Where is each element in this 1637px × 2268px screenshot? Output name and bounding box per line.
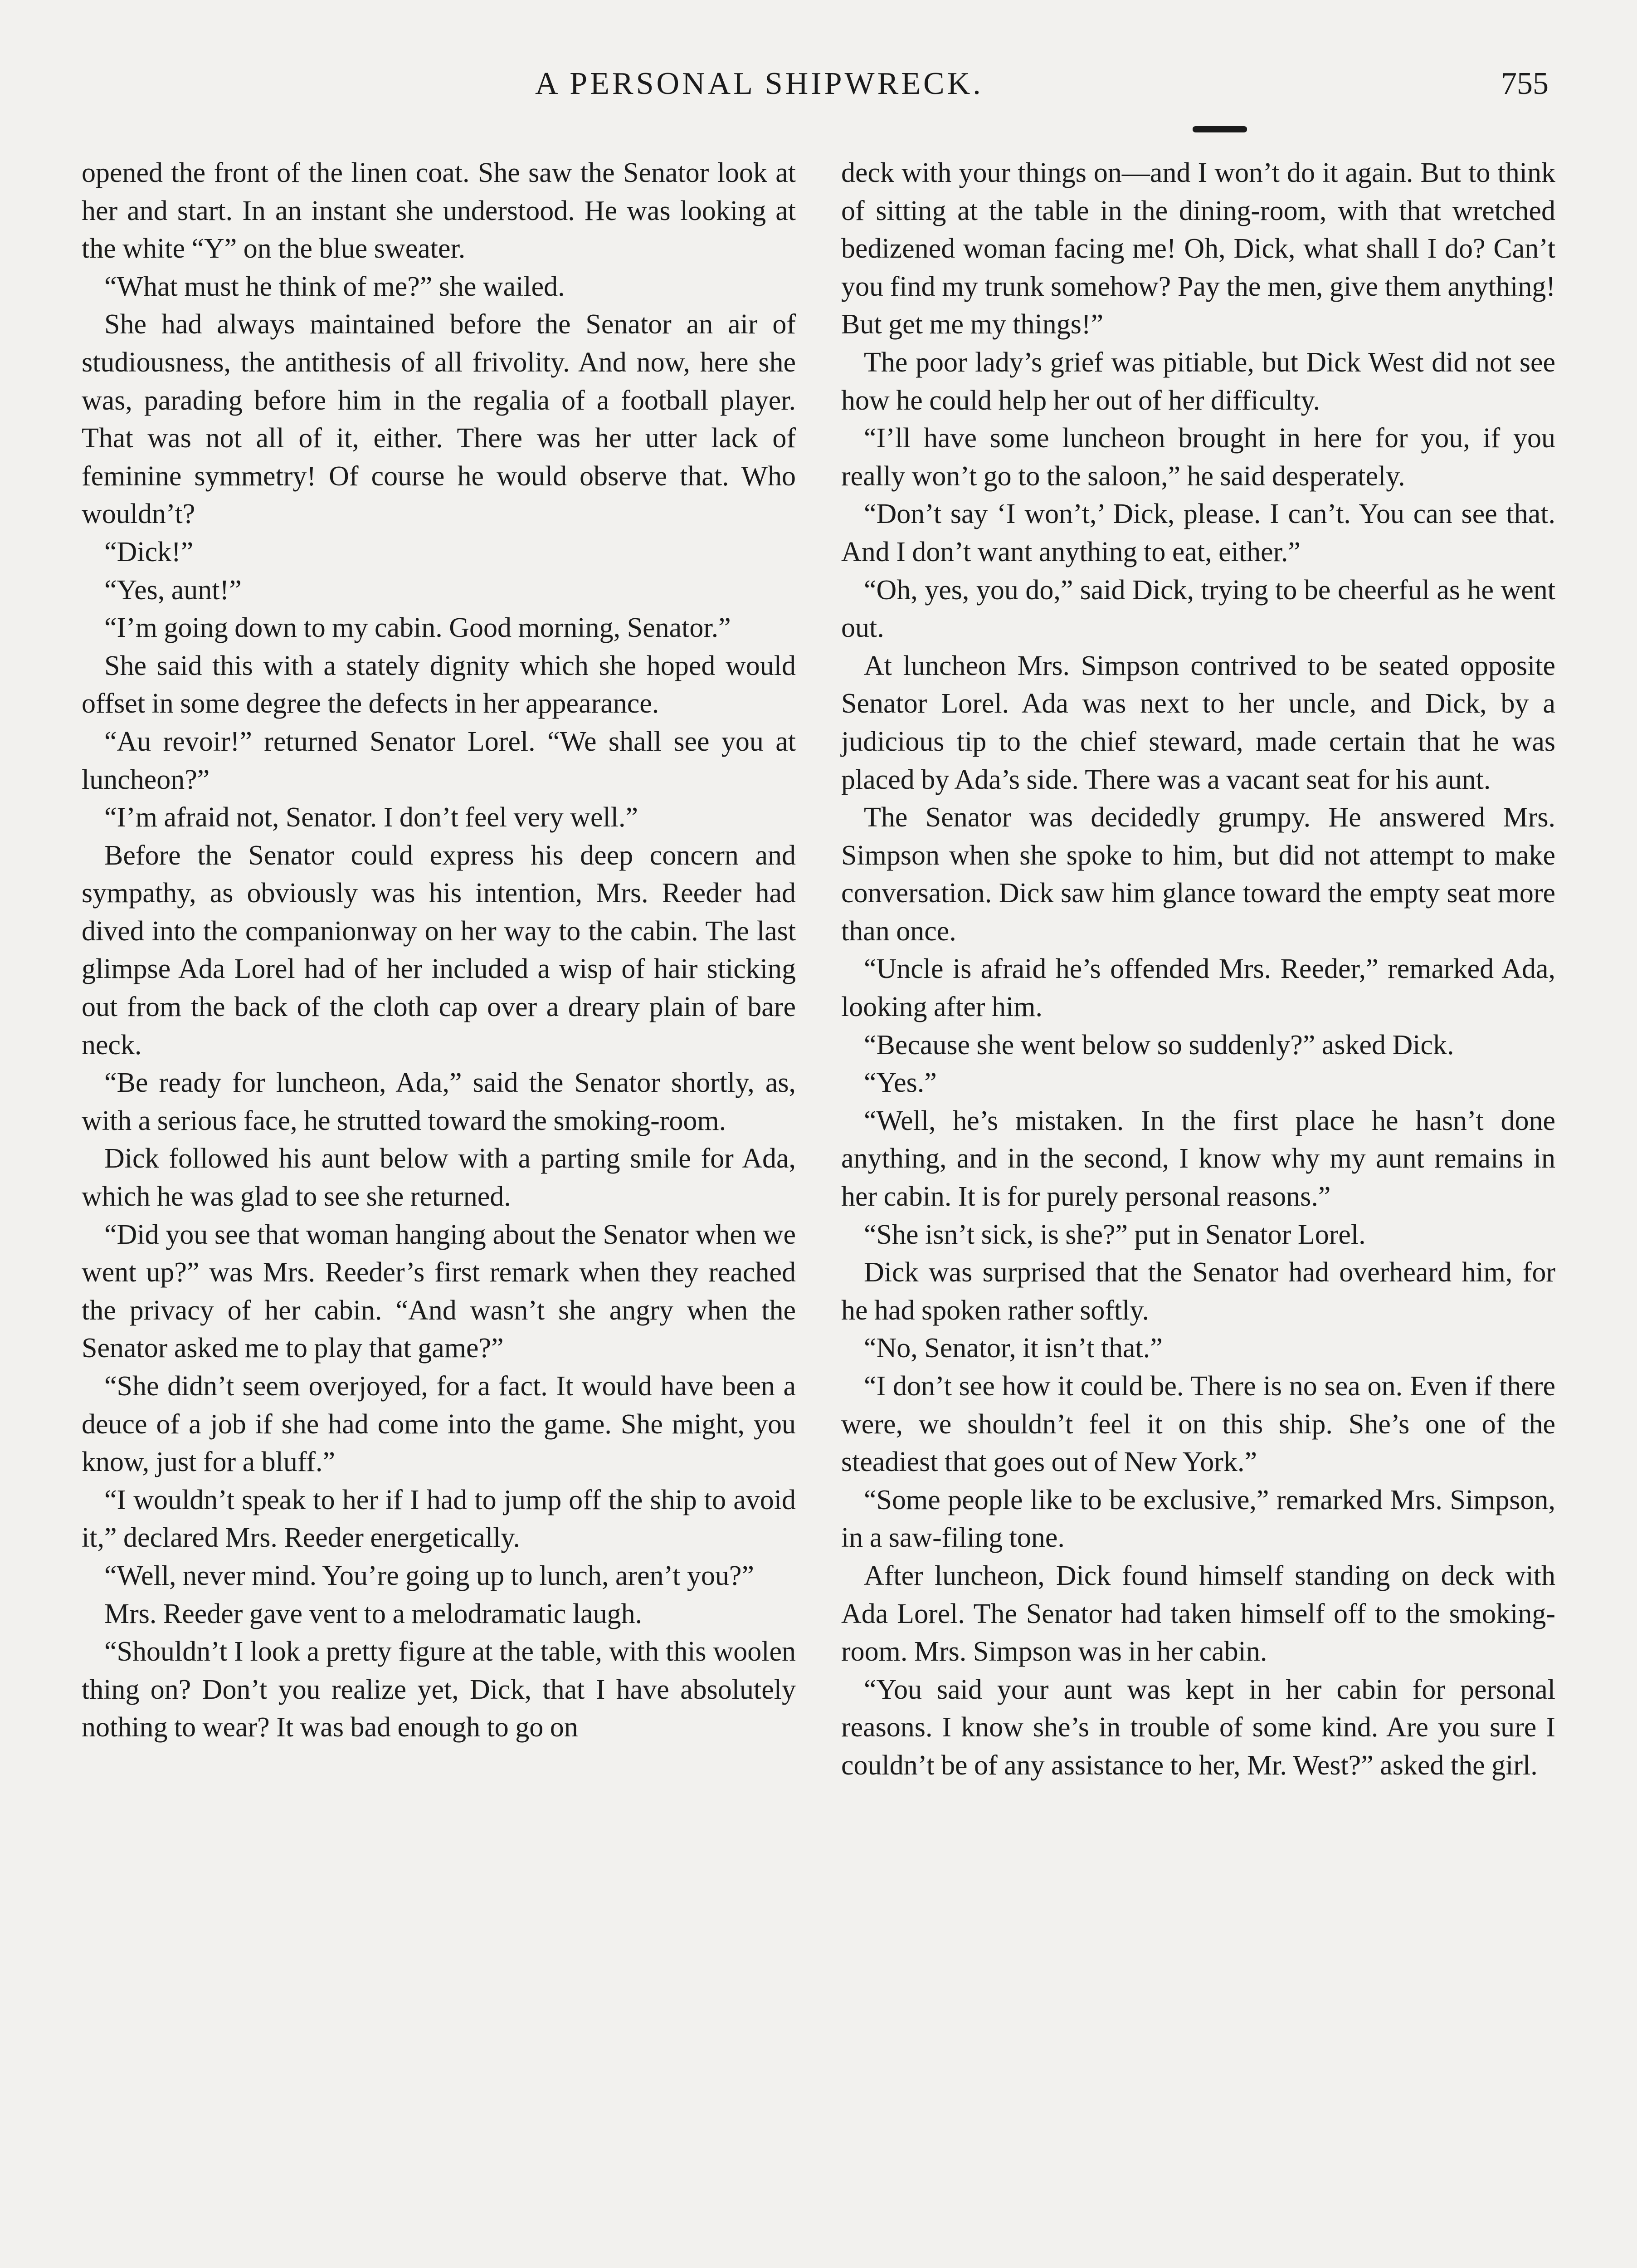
paragraph: “Some people like to be exclusive,” remarked Mrs. Simpson, in a saw-filing tone.	[841, 1484, 1555, 1554]
paragraph: Dick followed his aunt below with a parting smile for Ada, which he was glad to see she returned.	[82, 1143, 796, 1212]
text-column-right	[841, 154, 1555, 1785]
paragraph: Mrs. Reeder gave vent to a melodramatic laugh.	[104, 1598, 643, 1629]
paragraph: “Well, he’s mistaken. In the first place he hasn’t done anything, and in the second, I know why my aunt remains in her cabin. It is for purely personal reasons.”	[841, 1105, 1555, 1212]
paragraph: Dick was surprised that the Senator had overheard him, for he had spoken rather softly.	[841, 1257, 1555, 1326]
paragraph: “I wouldn’t speak to her if I had to jump off the ship to avoid it,” declared Mrs. Reeder energetically.	[82, 1484, 796, 1554]
paragraph: “Dick!”	[104, 536, 194, 567]
paragraph: “Shouldn’t I look a pretty figure at the table, with this woolen thing on? Don’t you realize yet, Dick, that I have absolutely nothing to wear? It was bad enough to go on	[82, 1636, 796, 1743]
paragraph: “Oh, yes, you do,” said Dick, trying to be cheerful as he went out.	[841, 574, 1555, 644]
paragraph: At luncheon Mrs. Simpson contrived to be seated opposite Senator Lorel. Ada was next to her uncle, and Dick, by a judicious tip to the chief steward, made certain that he was placed by Ada’s side. There was a vacant seat for his aunt.	[841, 650, 1555, 795]
ornament-rule	[1193, 126, 1247, 132]
paragraph: opened the front of the linen coat. She saw the Senator look at her and start. In an instant she understood. He was looking at the white “Y” on the blue sweater.	[82, 157, 796, 264]
page-number: 755	[1501, 66, 1549, 101]
paragraph: “Don’t say ‘I won’t,’ Dick, please. I can’t. You can see that. And I don’t want anything to eat, either.”	[841, 499, 1555, 567]
paragraph: The poor lady’s grief was pitiable, but Dick West did not see how he could help her out of her difficulty.	[841, 347, 1555, 416]
paragraph: “You said your aunt was kept in her cabin for personal reasons. I know she’s in trouble of some kind. Are you sure I couldn’t be of any assistance to her, Mr. West?” asked the girl.	[841, 1674, 1555, 1781]
paragraph: “Because she went below so suddenly?” asked Dick.	[864, 1029, 1454, 1061]
paragraph: “No, Senator, it isn’t that.”	[864, 1333, 1163, 1364]
paragraph: Before the Senator could express his deep concern and sympathy, as obviously was his intention, Mrs. Reeder had dived into the companionway on her way to the cabin. The last glimpse Ada Lorel had of her included a wisp of hair sticking out from the back of the cloth cap over a dreary plain of bare neck.	[82, 840, 796, 1061]
paragraph: “Au revoir!” returned Senator Lorel. “We shall see you at luncheon?”	[82, 726, 796, 795]
paragraph: “Yes.”	[864, 1067, 937, 1099]
paragraph: After luncheon, Dick found himself standing on deck with Ada Lorel. The Senator had taken himself off to the smoking-room. Mrs. Simpson was in her cabin.	[841, 1560, 1555, 1667]
paragraph: “Uncle is afraid he’s offended Mrs. Reeder,” remarked Ada, looking after him.	[841, 953, 1555, 1023]
paragraph: “Be ready for luncheon, Ada,” said the Senator shortly, as, with a serious face, he strutted toward the smoking-room.	[82, 1067, 796, 1136]
paragraph: “She didn’t seem overjoyed, for a fact. It would have been a deuce of a job if she had come into the game. She might, you know, just for a bluff.”	[82, 1371, 796, 1478]
paragraph: She had always maintained before the Senator an air of studiousness, the antithesis of all frivolity. And now, here she was, parading before him in the regalia of a football player. That was not all of it, either. There was her utter lack of feminine symmetry! Of course he would observe that. Who wouldn’t?	[82, 309, 796, 530]
paragraph: “I don’t see how it could be. There is no sea on. Even if there were, we shouldn’t feel it on this ship. She’s one of the steadiest that goes out of New York.”	[841, 1371, 1555, 1478]
paragraph: “I’ll have some luncheon brought in here for you, if you really won’t go to the saloon,” he said desperately.	[841, 423, 1555, 492]
paragraph: deck with your things on—and I won’t do it again. But to think of sitting at the table in the dining-room, with that wretched bedizened woman facing me! Oh, Dick, what shall I do? Can’t you find my trunk somehow? Pay the men, give them anything! But get me my things!”	[841, 157, 1555, 340]
running-head	[0, 66, 1637, 116]
page-title: A PERSONAL SHIPWRECK.	[535, 66, 984, 101]
paragraph: “I’m going down to my cabin. Good morning, Senator.”	[104, 612, 731, 644]
text-column-left	[82, 154, 796, 1747]
paragraph: “Did you see that woman hanging about the Senator when we went up?” was Mrs. Reeder’s first remark when they reached the privacy of her cabin. “And wasn’t she angry when the Senator asked me to play that game?”	[82, 1219, 796, 1364]
paragraph: “Yes, aunt!”	[104, 574, 242, 606]
paragraph: The Senator was decidedly grumpy. He answered Mrs. Simpson when she spoke to him, but did not attempt to make conversation. Dick saw him glance toward the empty seat more than once.	[841, 802, 1555, 947]
paragraph: “I’m afraid not, Senator. I don’t feel very well.”	[104, 802, 638, 833]
paragraph: “She isn’t sick, is she?” put in Senator Lorel.	[864, 1219, 1366, 1250]
paragraph: She said this with a stately dignity which she hoped would offset in some degree the defects in her appearance.	[82, 650, 796, 719]
paragraph: “Well, never mind. You’re going up to lunch, aren’t you?”	[104, 1560, 754, 1591]
paragraph: “What must he think of me?” she wailed.	[104, 271, 565, 302]
